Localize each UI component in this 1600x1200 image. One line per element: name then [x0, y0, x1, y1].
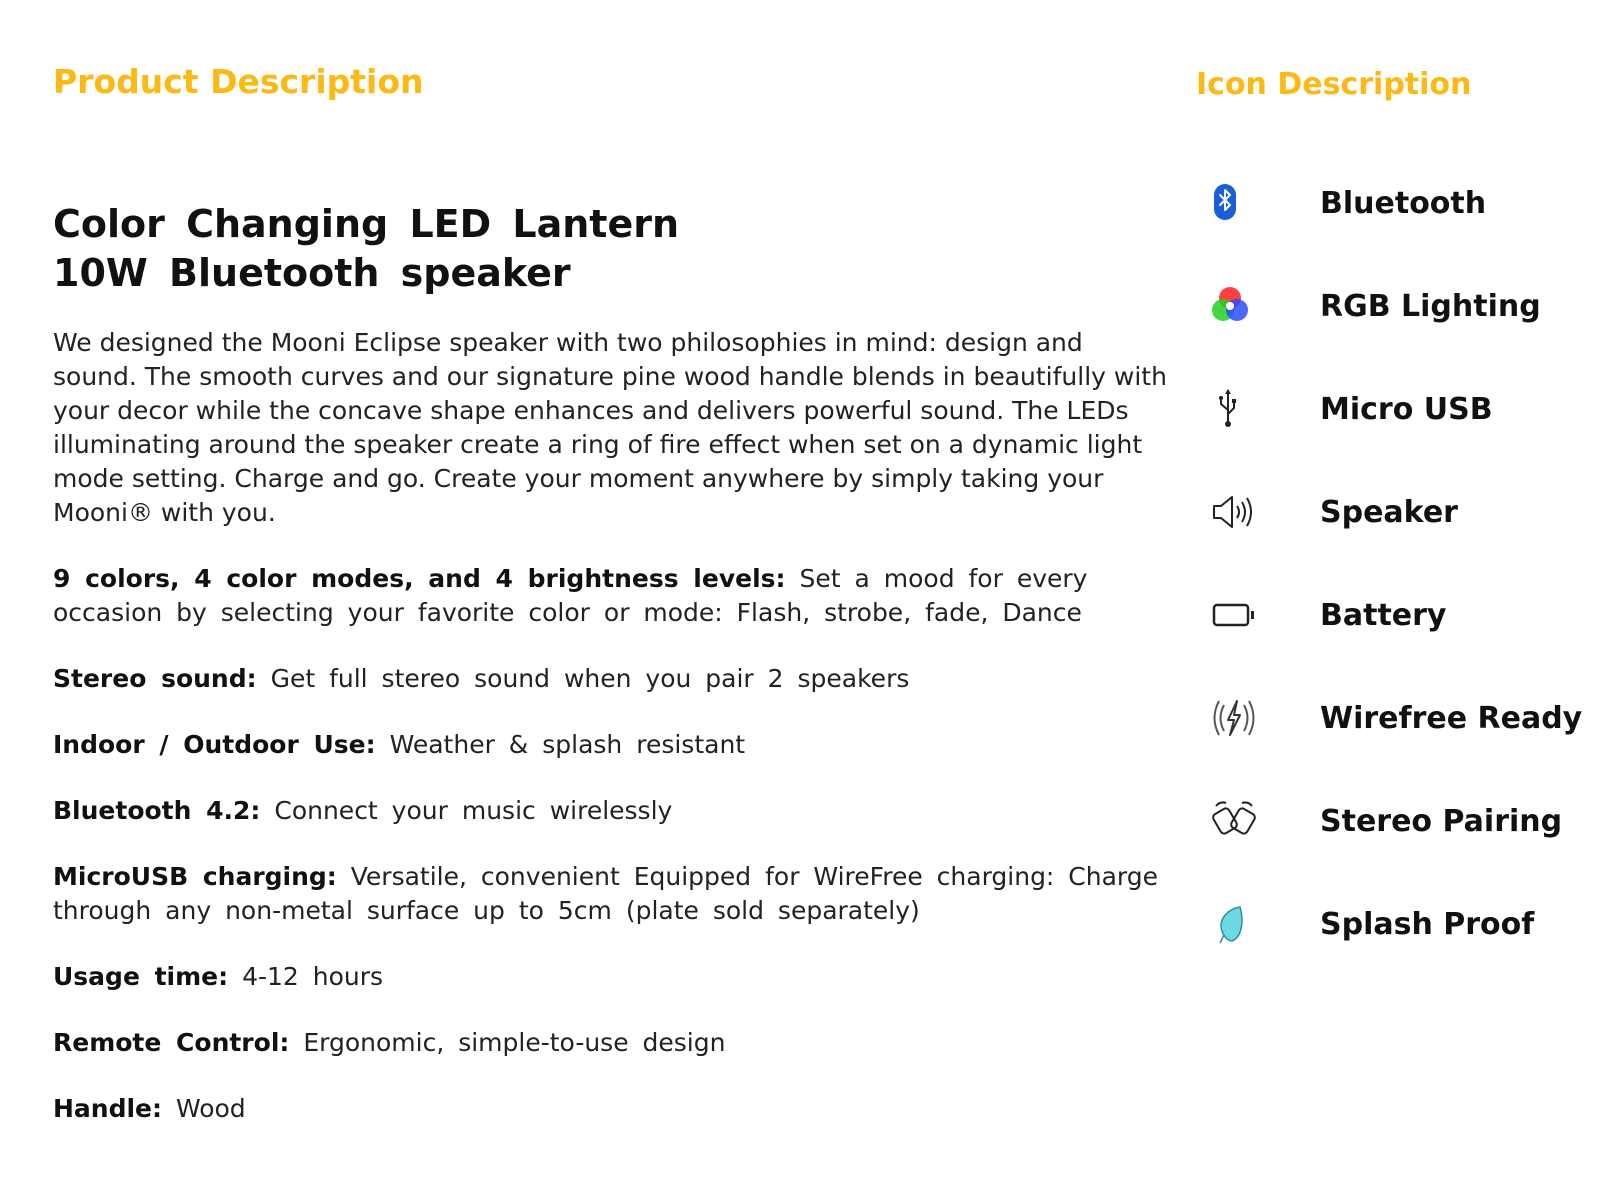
icon-row-stereo-pairing — [1210, 798, 1590, 901]
stereo-pairing-icon — [1210, 798, 1266, 848]
feature-text: Set a mood for every occasion by selecting your favorite color or mode: Flash, strobe, fade, Dance — [53, 564, 1088, 627]
icon-row-wirefree-ready — [1210, 695, 1590, 798]
feature-text: Ergonomic, simple-to-use design — [289, 1028, 726, 1057]
feature-label: 9 colors, 4 color modes, and 4 brightness levels: — [53, 564, 786, 593]
product-description-heading: Product Description — [53, 62, 424, 101]
battery-icon — [1210, 592, 1266, 642]
icon-row-battery — [1210, 592, 1590, 695]
feature-label: MicroUSB charging: — [53, 862, 337, 891]
feature-label: Usage time: — [53, 962, 229, 991]
icon-label: Wirefree Ready — [1320, 701, 1583, 736]
icon-description-list — [1210, 180, 1590, 1004]
feature-item — [53, 1026, 1173, 1060]
feature-item — [53, 662, 1173, 696]
icon-row-bluetooth — [1210, 180, 1590, 283]
feature-text: Versatile, convenient Equipped for WireFree charging: Charge through any non-metal surface up to 5cm (plate sold separately) — [53, 862, 1159, 925]
product-intro-paragraph: We designed the Mooni Eclipse speaker with two philosophies in mind: design and sound. The smooth curves and our signature pine wood handle blends in beautifully with your decor while the concave shape enhances and delivers powerful sound. The LEDs illuminating around the speaker create a ring of fire effect when set on a dynamic light mode setting. Charge and go. Create your moment anywhere by simply taking your Mooni® with you. — [53, 328, 1167, 527]
rgb-lighting-icon — [1210, 283, 1266, 333]
feature-label: Remote Control: — [53, 1028, 290, 1057]
product-title-line-1: Color Changing LED Lantern — [53, 202, 680, 246]
bluetooth-icon — [1210, 180, 1266, 230]
product-title-line-2: 10W Bluetooth speaker — [53, 251, 571, 295]
icon-row-rgb-lighting — [1210, 283, 1590, 386]
feature-label: Indoor / Outdoor Use: — [53, 730, 376, 759]
icon-label: Splash Proof — [1320, 907, 1535, 942]
icon-row-splash-proof — [1210, 901, 1590, 1004]
water-drop-icon — [1210, 901, 1266, 951]
icon-label: Speaker — [1320, 495, 1458, 530]
feature-text: Get full stereo sound when you pair 2 speakers — [256, 664, 910, 693]
icon-label: Stereo Pairing — [1320, 804, 1563, 839]
feature-item — [53, 860, 1173, 928]
feature-label: Stereo sound: — [53, 664, 257, 693]
icon-description-heading: Icon Description — [1196, 67, 1472, 102]
feature-text: 4-12 hours — [228, 962, 384, 991]
feature-text: Wood — [162, 1094, 246, 1123]
icon-row-speaker — [1210, 489, 1590, 592]
icon-label: Bluetooth — [1320, 186, 1487, 221]
feature-item — [53, 562, 1173, 630]
feature-item — [53, 1092, 1173, 1126]
usb-icon — [1210, 386, 1266, 436]
icon-label: Micro USB — [1320, 392, 1493, 427]
feature-item — [53, 960, 1173, 994]
icon-label: Battery — [1320, 598, 1447, 633]
feature-text: Connect your music wirelessly — [260, 796, 673, 825]
product-title — [53, 200, 679, 298]
feature-item — [53, 794, 1173, 828]
icon-label: RGB Lighting — [1320, 289, 1541, 324]
feature-label: Handle: — [53, 1094, 163, 1123]
speaker-icon — [1210, 489, 1266, 539]
feature-label: Bluetooth 4.2: — [53, 796, 261, 825]
wireless-charging-icon — [1210, 695, 1266, 745]
feature-list — [53, 562, 1173, 1158]
feature-item — [53, 728, 1173, 762]
icon-row-micro-usb — [1210, 386, 1590, 489]
feature-text: Weather & splash resistant — [375, 730, 746, 759]
